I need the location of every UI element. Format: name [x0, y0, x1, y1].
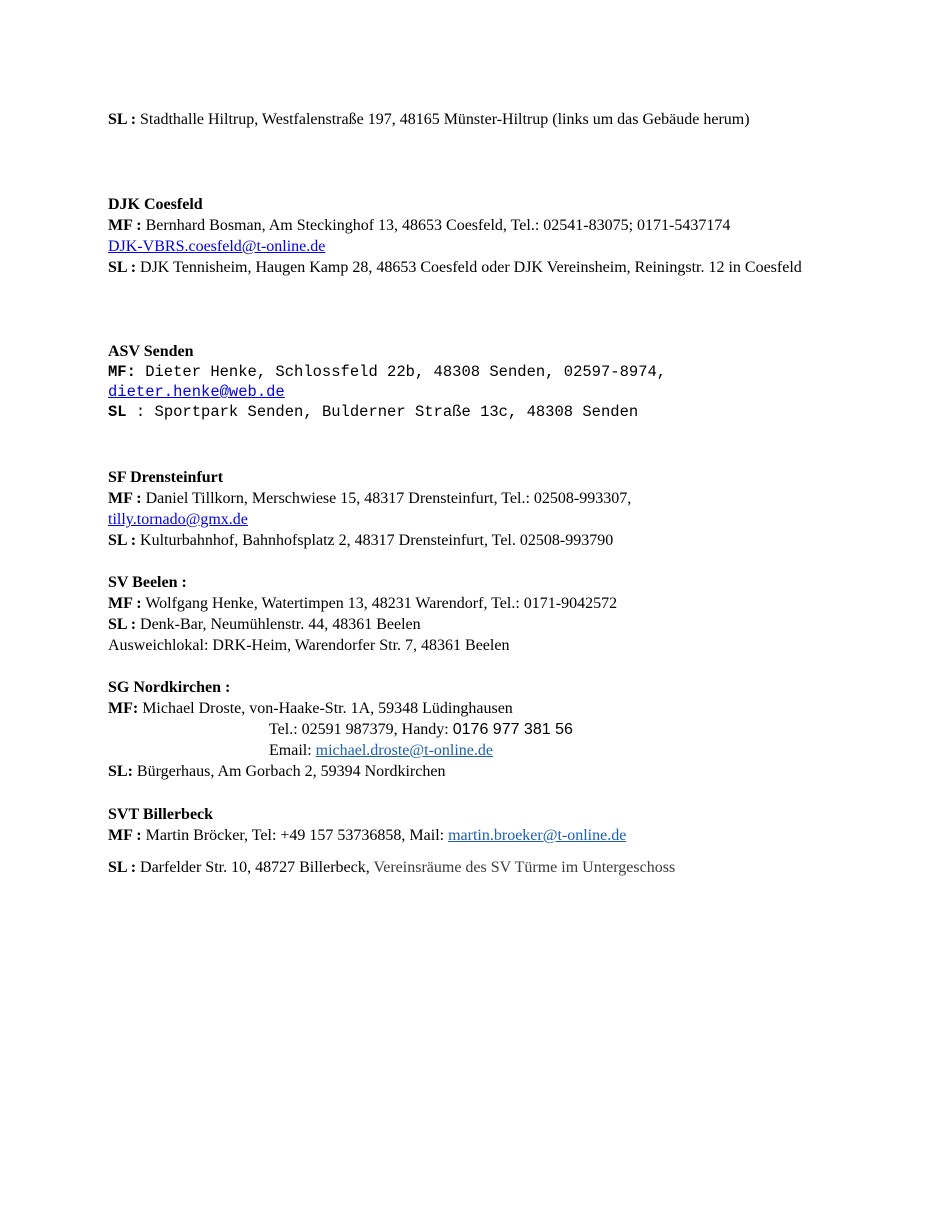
- sl-text: Kulturbahnhof, Bahnhofsplatz 2, 48317 Drensteinfurt, Tel. 02508-993790: [136, 532, 614, 549]
- tel-text: Tel.: 02591 987379, Handy:: [269, 721, 453, 738]
- club-nordkirchen: [108, 677, 848, 782]
- sl-label: SL :: [108, 259, 137, 276]
- sl-label: SL:: [108, 763, 133, 780]
- email-link[interactable]: michael.droste@t-online.de: [315, 742, 493, 759]
- sl-label: SL :: [108, 616, 137, 633]
- mf-text: Michael Droste, von-Haake-Str. 1A, 59348 Lüdinghausen: [138, 700, 513, 717]
- sl-text: Bürgerhaus, Am Gorbach 2, 59394 Nordkirchen: [132, 763, 446, 780]
- sl-text: : Sportpark Senden, Bulderner Straße 13c, 48308 Senden: [126, 403, 639, 421]
- sl-text: Denk-Bar, Neumühlenstr. 44, 48361 Beelen: [136, 616, 421, 633]
- club-beelen: [108, 572, 848, 656]
- email-link[interactable]: DJK-VBRS.coesfeld@t-online.de: [108, 238, 326, 255]
- mf-label: MF :: [108, 827, 142, 844]
- sl-label: SL :: [108, 111, 137, 128]
- club-senden: [108, 341, 848, 422]
- sl-text: Darfelder Str. 10, 48727 Billerbeck,: [136, 859, 374, 876]
- mf-text: Bernhard Bosman, Am Steckinghof 13, 48653 Coesfeld, Tel.: 02541-83075; 0171-5437174: [141, 217, 731, 234]
- alt-venue: Ausweichlokal: DRK-Heim, Warendorfer Str. 7, 48361 Beelen: [108, 637, 510, 654]
- email-link[interactable]: tilly.tornado@gmx.de: [108, 511, 248, 528]
- club-name: ASV Senden: [108, 343, 194, 360]
- club-name: SV Beelen :: [108, 574, 187, 591]
- mf-label: MF :: [108, 490, 142, 507]
- club-name: SF Drensteinfurt: [108, 469, 224, 486]
- sl-label: SL :: [108, 532, 137, 549]
- mf-label: MF:: [108, 700, 139, 717]
- mf-text: Dieter Henke, Schlossfeld 22b, 48308 Senden, 02597-8974,: [135, 363, 667, 381]
- mf-text: Wolfgang Henke, Watertimpen 13, 48231 Warendorf, Tel.: 0171-9042572: [141, 595, 618, 612]
- sl-label: SL: [108, 403, 127, 421]
- sl-extra: Vereinsräume des SV Türme im Untergeschoss: [373, 859, 676, 876]
- mf-label: MF :: [108, 595, 142, 612]
- sl-text: Stadthalle Hiltrup, Westfalenstraße 197, 48165 Münster-Hiltrup (links um das Gebäude herum): [136, 111, 750, 128]
- mf-text: Martin Bröcker, Tel: +49 157 53736858, Mail:: [141, 827, 449, 844]
- email-link[interactable]: martin.broeker@t-online.de: [448, 827, 627, 844]
- mf-text: Daniel Tillkorn, Merschwiese 15, 48317 Drensteinfurt, Tel.: 02508-993307,: [141, 490, 632, 507]
- club-name: SG Nordkirchen :: [108, 679, 231, 696]
- club-billerbeck: [108, 804, 848, 878]
- sl-text: DJK Tennisheim, Haugen Kamp 28, 48653 Coesfeld oder DJK Vereinsheim, Reiningstr. 12 in Coesfeld: [136, 259, 802, 276]
- sl-label: SL :: [108, 859, 137, 876]
- club-name: DJK Coesfeld: [108, 196, 203, 213]
- club-drensteinfurt: [108, 467, 848, 551]
- mf-label: MF :: [108, 217, 142, 234]
- email-label: Email:: [269, 742, 316, 759]
- email-link[interactable]: dieter.henke@web.de: [108, 383, 285, 401]
- club-coesfeld: [108, 194, 848, 278]
- club-name: SVT Billerbeck: [108, 806, 214, 823]
- mf-label: MF:: [108, 363, 136, 381]
- hiltrup-sl-line: [108, 109, 848, 130]
- handy-number: 0176 977 381 56: [452, 721, 573, 738]
- club-hiltrup: [108, 109, 848, 130]
